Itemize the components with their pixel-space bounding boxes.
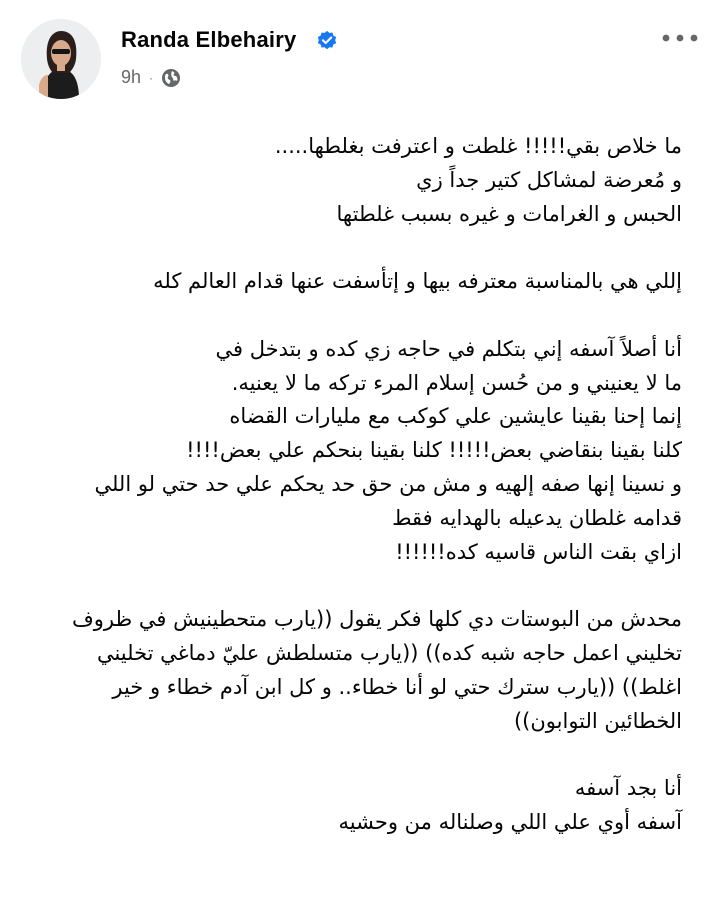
- post-line: كلنا بقينا بنقاضي بعض!!!!! كلنا بقينا بنحكم علي بعض!!!!: [186, 438, 682, 463]
- post-line: تخليني اعمل حاجه شبه كده)) ((يارب متسلطش عليّ دماغي تخليني: [96, 640, 682, 665]
- post-blank-line: [22, 569, 682, 603]
- post-line: و نسينا إنها صفه إلهيه و مش من حق حد يحكم علي حد حتي لو اللي: [94, 471, 682, 496]
- post-line: الخطائين التوابون)): [513, 708, 682, 733]
- post-line: و مُعرضة لمشاكل كتير جداً زي: [416, 167, 682, 192]
- post-blank-line: [22, 738, 682, 772]
- post-line: أنا أصلاً آسفه إني بتكلم في حاجه زي كده و بتدخل في: [215, 336, 682, 361]
- more-options-icon[interactable]: [661, 28, 699, 48]
- post-line: إنما إحنا بقينا عايشين علي كوكب مع مليارات القضاه: [229, 404, 682, 429]
- post-header: [0, 0, 720, 120]
- post-line: قدامه غلطان يدعيله بالهدايه فقط: [392, 505, 682, 530]
- post-meta: [121, 67, 181, 88]
- post-line: ما خلاص بقي!!!!! غلطت و اعترفت بغلطها.....: [274, 134, 682, 158]
- post-line: إللي هي بالمناسبة معترفه بيها و إتأسفت عنها قدام العالم كله: [153, 269, 682, 294]
- post-blank-line: [22, 299, 682, 333]
- meta-separator: ·: [149, 70, 154, 85]
- post-line: محدش من البوستات دي كلها فكر يقول ((يارب متحطينيش في ظروف: [71, 607, 682, 632]
- post-line: الحبس و الغرامات و غيره بسبب غلطتها: [336, 201, 682, 226]
- verified-badge-icon: [316, 30, 338, 52]
- post-text: [22, 130, 682, 840]
- post-blank-line: [22, 231, 682, 265]
- post-line: أنا بجد آسفه: [574, 776, 682, 801]
- post-line: آسفه أوي علي اللي وصلناله من وحشيه: [338, 809, 682, 834]
- globe-icon[interactable]: [161, 68, 181, 88]
- post-line: ازاي بقت الناس قاسيه كده!!!!!!: [395, 539, 682, 564]
- avatar[interactable]: [21, 19, 101, 99]
- post-line: ما لا يعنيني و من حُسن إسلام المرء تركه ما لا يعنيه.: [231, 370, 682, 395]
- post-line: اغلط)) ((يارب سترك حتي لو أنا خطاء.. و كل ابن آدم خطاء و خير: [112, 674, 682, 699]
- author-name[interactable]: Randa Elbehairy: [121, 27, 297, 52]
- post-time[interactable]: 9h: [121, 67, 142, 87]
